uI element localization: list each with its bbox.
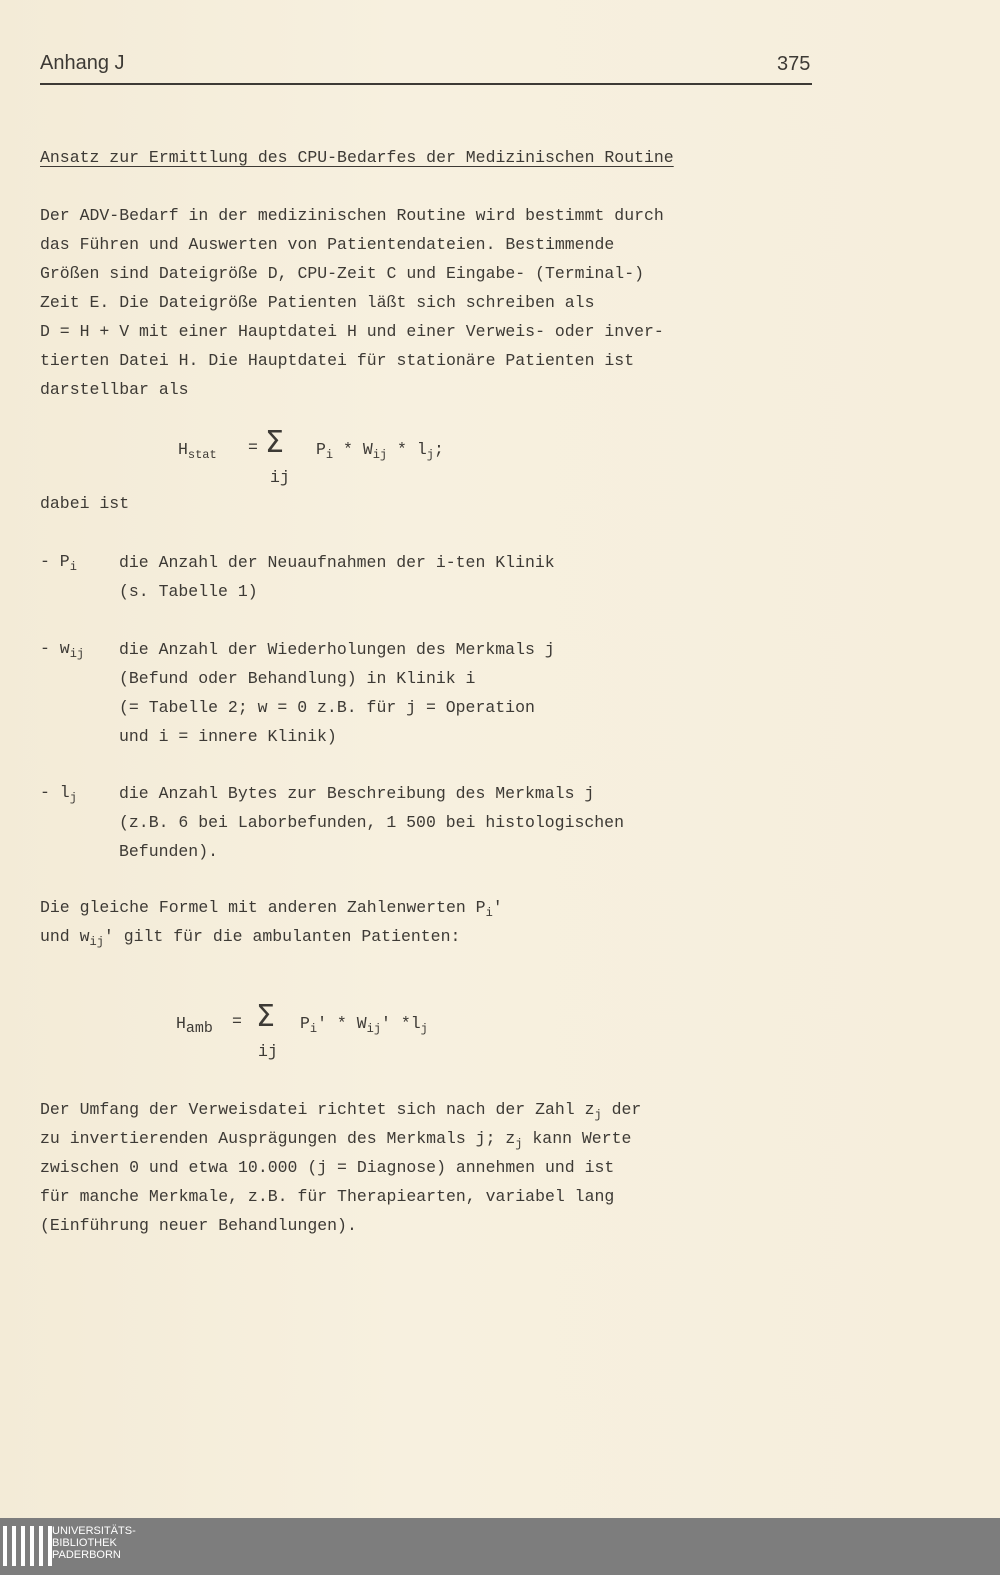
intro-line: D = H + V mit einer Hauptdatei H und einer Verweis- oder inver-: [40, 322, 664, 341]
formula-equals: =: [232, 1012, 242, 1031]
intro-paragraph: [40, 201, 664, 404]
library-logo-icon: [3, 1526, 52, 1566]
index-file-paragraph: Der Umfang der Verweisdatei richtet sich nach der Zahl $z_j$ der zu invertierenden Ausprägungen des Merkmals j; $z_j$ kann Werte zwischen 0 und etwa 10.000 (j = Diagnose) annehmen und ist für manche Merkmale, z.B. für Therapiearten, variabel lang (Einführung neuer Behandlungen).: [40, 1100, 642, 1235]
item-marker: - $w_{ij}$: [40, 639, 85, 661]
sigma-symbol: Σ: [256, 999, 275, 1034]
intro-line: Zeit E. Die Dateigröße Patienten läßt sich schreiben als: [40, 293, 595, 312]
dabei-label: dabei ist: [40, 494, 130, 513]
formula-equals: =: [248, 438, 258, 457]
ambulatory-paragraph: Die gleiche Formel mit anderen Zahlenwerten $P_i'$ und $w_{ij}'$ gilt für die ambulanten Patienten:: [40, 898, 503, 949]
formula-lhs: Hamb: [176, 1014, 213, 1037]
intro-line: das Führen und Auswerten von Patientendateien. Bestimmende: [40, 235, 615, 254]
formula-term: $P_i' * W_{ij}'$ $*l_j$: [300, 1014, 428, 1036]
section-heading: Ansatz zur Ermittlung des CPU-Bedarfes der Medizinischen Routine: [40, 148, 674, 167]
intro-line: darstellbar als: [40, 380, 189, 399]
library-logo-text: UNIVERSITÄTS- BIBLIOTHEK PADERBORN: [52, 1525, 136, 1561]
header-rule: [40, 83, 812, 85]
library-footer-bar: [0, 1518, 1000, 1575]
item-description: die Anzahl der Wiederholungen des Merkmals j (Befund oder Behandlung) in Klinik i (= Tabelle 2; w = 0 z.B. für j = Operation und i = innere Klinik): [119, 640, 555, 746]
intro-line: tierten Datei H. Die Hauptdatei für stationäre Patienten ist: [40, 351, 635, 370]
sum-index: ij: [270, 468, 290, 487]
sum-index: ij: [258, 1042, 278, 1061]
running-header: Anhang J: [40, 52, 125, 74]
item-description: die Anzahl Bytes zur Beschreibung des Merkmals j (z.B. 6 bei Laborbefunden, 1 500 bei histologischen Befunden).: [119, 784, 624, 861]
item-marker: - $P_i$: [40, 552, 77, 574]
item-marker: - $l_j$: [40, 783, 77, 805]
intro-line: Größen sind Dateigröße D, CPU-Zeit C und Eingabe- (Terminal-): [40, 264, 644, 283]
sigma-symbol: Σ: [265, 425, 284, 460]
formula-term: $P_i * W_{ij} * l_j$;: [316, 440, 444, 462]
formula-lhs: $H_{stat}$: [178, 440, 217, 462]
item-description: die Anzahl der Neuaufnahmen der i-ten Klinik (s. Tabelle 1): [119, 553, 555, 601]
page-number: 375: [777, 53, 811, 75]
intro-line: Der ADV-Bedarf in der medizinischen Routine wird bestimmt durch: [40, 206, 664, 225]
